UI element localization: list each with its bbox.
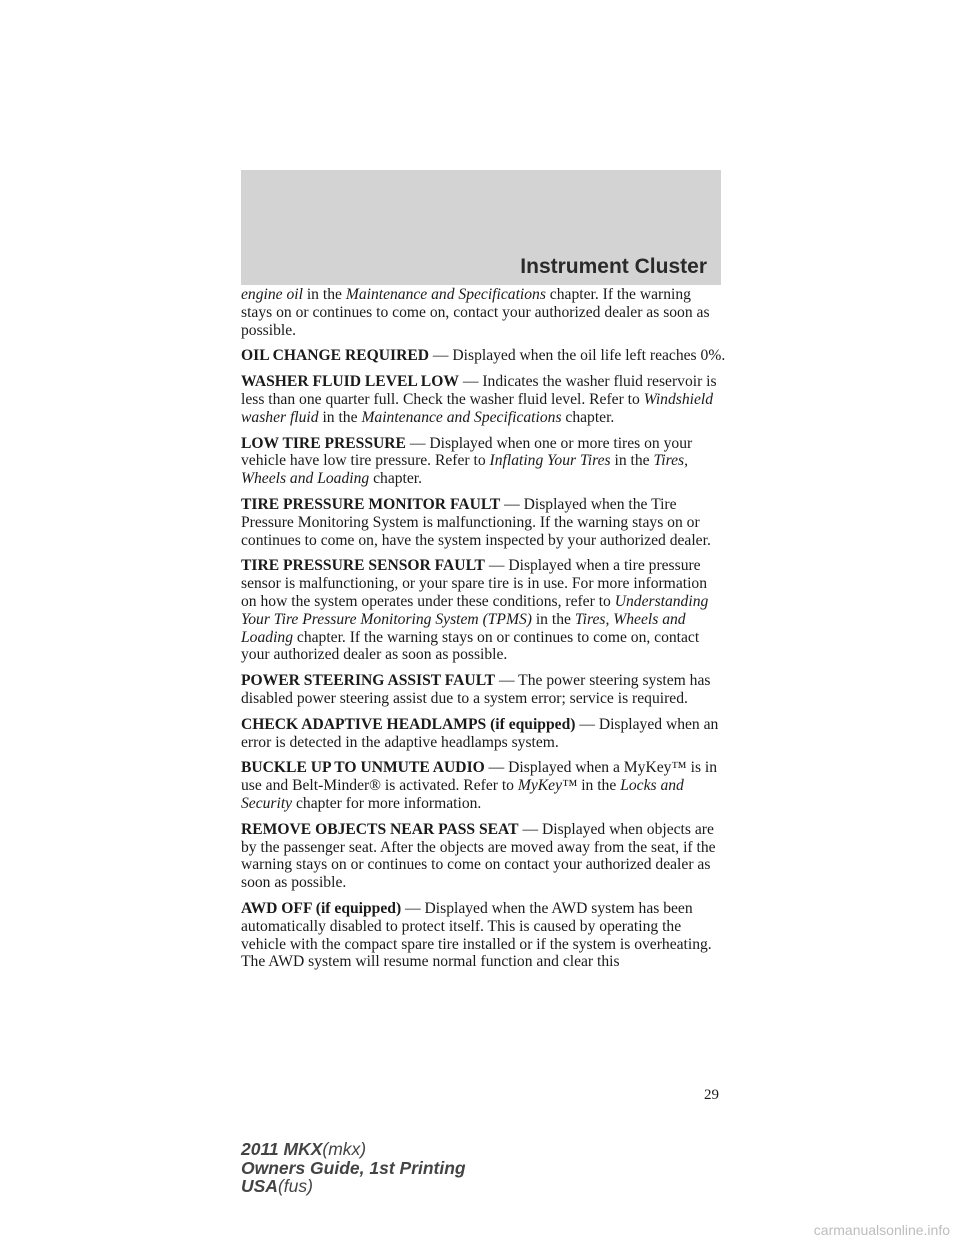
- heading-power-steering: POWER STEERING ASSIST FAULT: [241, 672, 496, 690]
- ref-engine-oil: engine oil: [241, 286, 303, 303]
- paragraph-awd-off: [241, 900, 726, 971]
- ref-tires-chapter: Tires, Wheels and Loading: [241, 610, 686, 646]
- paragraph-sensor-fault: [241, 557, 726, 664]
- text: chapter. If the warning stays on or continues to come on, contact your authorized dealer as soon as possible.: [241, 628, 700, 664]
- paragraph-low-tire: [241, 435, 726, 488]
- text: chapter for more information.: [292, 794, 482, 812]
- heading-awd-off: AWD OFF (if equipped): [241, 899, 402, 917]
- heading-low-tire: LOW TIRE PRESSURE: [241, 434, 406, 452]
- heading-remove-objects: REMOVE OBJECTS NEAR PASS SEAT: [241, 820, 519, 838]
- chapter-title: Instrument Cluster: [520, 255, 707, 278]
- heading-sensor-fault: TIRE PRESSURE SENSOR FAULT: [241, 557, 485, 575]
- text: in the: [318, 408, 362, 426]
- footer-region-code: (fus): [277, 1176, 313, 1196]
- heading-buckle-up: BUCKLE UP TO UNMUTE AUDIO: [241, 759, 485, 777]
- ref-mykey: MyKey™: [517, 777, 578, 795]
- ref-maintenance: Maintenance and Specifications: [345, 286, 546, 303]
- paragraph-washer-fluid: [241, 373, 726, 426]
- text: — Indicates the washer fluid reservoir is less than one quarter full. Check the washer fluid level. Refer to: [241, 373, 717, 408]
- paragraph-tpms-fault: [241, 496, 726, 549]
- ref-tpms: Understanding Your Tire Pressure Monitoring System (TPMS): [241, 592, 709, 628]
- text: — Displayed when a tire pressure sensor is malfunctioning, or your spare tire is in use. For more information on how the system operates under these conditions, refer to: [241, 557, 707, 610]
- ref-washer-fluid: Windshield washer fluid: [241, 390, 714, 426]
- paragraph-buckle-up: [241, 759, 726, 812]
- text: chapter.: [369, 470, 423, 488]
- print-footer: [241, 1140, 466, 1196]
- ref-maintenance: Maintenance and Specifications: [361, 408, 562, 426]
- footer-line-model: [241, 1140, 466, 1159]
- heading-oil-change: OIL CHANGE REQUIRED: [241, 347, 430, 365]
- paragraph-oil-change: [241, 347, 726, 365]
- text: in the: [531, 610, 575, 628]
- watermark: carmanualsonline.info: [813, 1222, 950, 1238]
- chapter-header: [241, 170, 721, 285]
- text: chapter.: [561, 408, 615, 426]
- ref-locks-security: Locks and Security: [241, 777, 684, 812]
- text: chapter. If the warning stays on or continues to come on, contact your authorized dealer as soon as possible.: [241, 286, 710, 339]
- text: in the: [610, 452, 654, 470]
- heading-tpms-fault: TIRE PRESSURE MONITOR FAULT: [241, 495, 501, 513]
- page-number: 29: [704, 1087, 719, 1103]
- text: — Displayed when the AWD system has been automatically disabled to protect itself. This is caused by operating the vehicle with the compact spare tire installed or if the system is overheating. The AWD system will resume normal function and clear this: [241, 899, 712, 971]
- text: — Displayed when one or more tires on your vehicle have low tire pressure. Refer to: [241, 434, 693, 470]
- text: — The power steering system has disabled power steering assist due to a system error; service is required.: [241, 672, 711, 707]
- text: — Displayed when a MyKey™ is in use and Belt-Minder® is activated. Refer to: [241, 759, 718, 795]
- paragraph-power-steering: [241, 672, 726, 708]
- footer-model: 2011 MKX: [241, 1139, 323, 1159]
- text: in the: [302, 286, 346, 303]
- page-body: [241, 286, 726, 979]
- footer-line-guide: [241, 1159, 466, 1178]
- text: — Displayed when objects are by the passenger seat. After the objects are moved away from the seat, if the warning stays on or continues to come on contact your authorized dealer as soon as possible.: [241, 820, 716, 892]
- text: — Displayed when the oil life left reaches 0%.: [429, 347, 726, 365]
- footer-code: (mkx): [322, 1139, 367, 1159]
- footer-line-region: [241, 1177, 466, 1196]
- text: — Displayed when the Tire Pressure Monitoring System is malfunctioning. If the warning stays on or continues to come on, have the system inspected by your authorized dealer.: [241, 495, 711, 549]
- text: — Displayed when an error is detected in the adaptive headlamps system.: [241, 715, 719, 751]
- ref-tires-chapter: Tires, Wheels and Loading: [241, 452, 689, 488]
- footer-guide: Owners Guide, 1st Printing: [241, 1157, 466, 1178]
- footer-region: USA: [241, 1176, 278, 1196]
- paragraph-engine-oil: [241, 286, 726, 339]
- text: in the: [577, 777, 621, 795]
- paragraph-remove-objects: [241, 821, 726, 892]
- ref-inflating-tires: Inflating Your Tires: [489, 452, 611, 470]
- heading-adaptive-headlamps: CHECK ADAPTIVE HEADLAMPS (if equipped): [241, 715, 576, 733]
- paragraph-adaptive-headlamps: [241, 716, 726, 752]
- heading-washer-fluid: WASHER FLUID LEVEL LOW: [241, 373, 459, 391]
